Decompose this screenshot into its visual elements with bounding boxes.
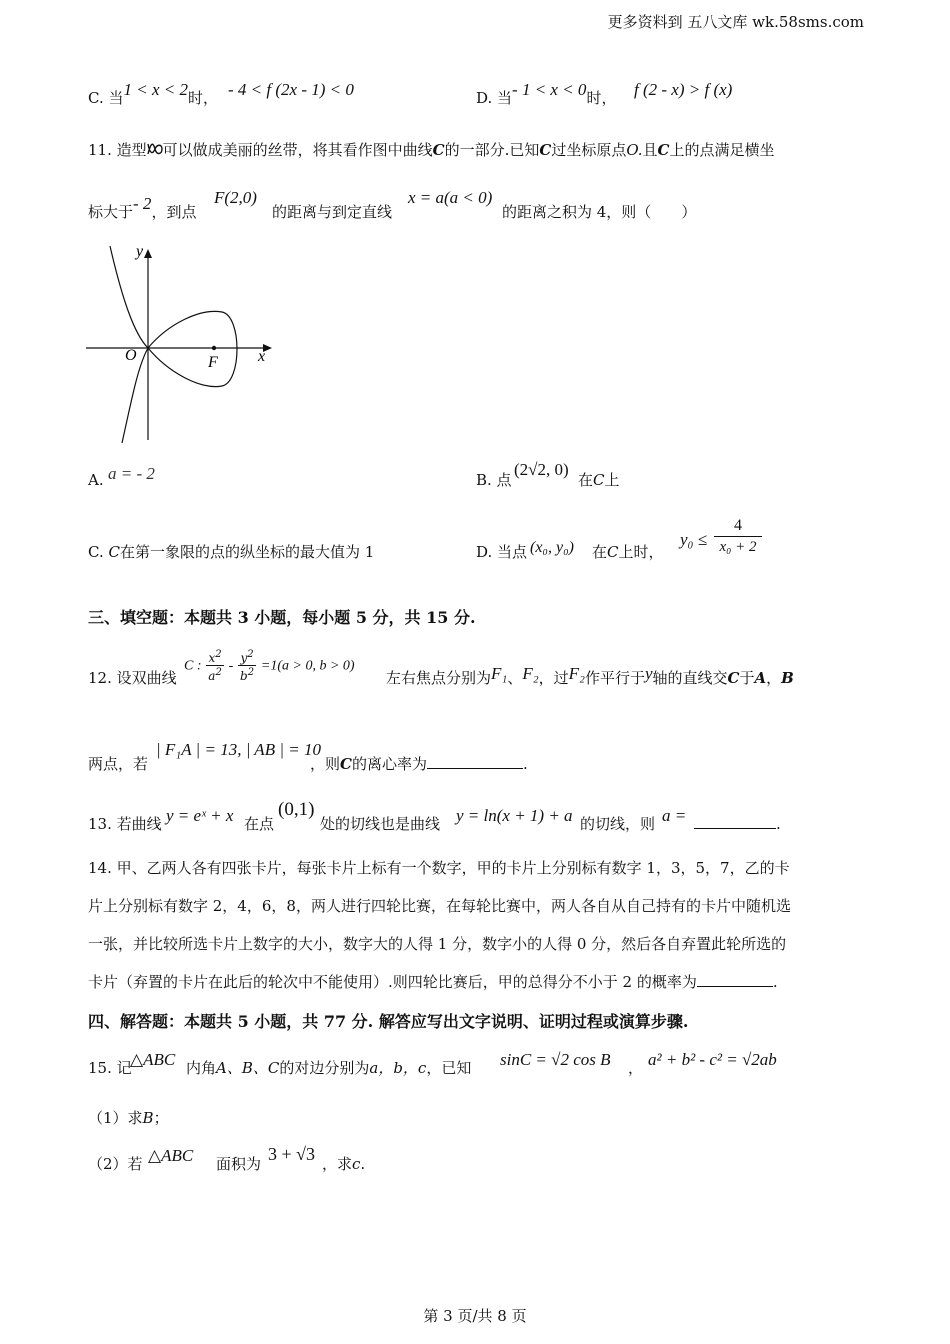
q15-part2-end xyxy=(322,1154,365,1174)
q10-option-c xyxy=(88,80,218,108)
q15-sep: ， xyxy=(628,1059,644,1077)
q13-text-b: 在点 xyxy=(244,815,275,833)
q11-text: ，到点 xyxy=(151,203,197,221)
q12-text: 作平行于 xyxy=(584,669,645,687)
q15-text: ，已知 xyxy=(426,1059,472,1077)
q12-text: 、 xyxy=(507,669,523,687)
q11-text: 可以做成美丽的丝带，将其看作图中曲线 xyxy=(162,141,433,159)
curve-c: C xyxy=(607,543,619,561)
q14-line2: 片上分别标有数字 2，4，6，8，两人进行四轮比赛，在每轮比赛中，两人各自从自己持有的卡片中随机选 xyxy=(88,897,791,915)
q13-curve2: y = ln(x + 1) + a xyxy=(456,806,573,825)
q12-text: ， xyxy=(766,669,782,687)
label-x: x xyxy=(258,348,266,365)
q11-minus2: - 2 xyxy=(133,194,152,213)
q13-start: 13. 若曲线 xyxy=(88,815,162,833)
fraction-denominator: x₀ + 2 xyxy=(719,539,757,555)
q10-d-shi: 时， xyxy=(586,89,617,107)
q10-d-cond: - 1 < x < 0 xyxy=(512,80,587,99)
ribbon-icon xyxy=(147,141,163,161)
q11-line2-b xyxy=(272,202,392,222)
q12-text: ，过 xyxy=(538,669,569,687)
q11-option-d xyxy=(476,542,527,562)
q11-text: 在第一象限的点的纵坐标的最大值为 1 xyxy=(119,543,375,561)
frac-y-b: $\frac{y^2}{b^2}$ xyxy=(240,649,255,683)
curve-c: C xyxy=(432,141,445,159)
q13-blank-wrap xyxy=(694,814,781,834)
q15-part2-start: （2）若 xyxy=(88,1155,143,1173)
origin-o: O. xyxy=(626,141,643,159)
q15-text: . xyxy=(360,1155,366,1173)
focus-point xyxy=(212,346,216,350)
q10-c-inequality: - 4 < f (2x - 1) < 0 xyxy=(228,80,354,99)
q14-line4 xyxy=(88,972,778,992)
q11-option-a-math: a = - 2 xyxy=(108,464,155,483)
q15-part2-triangle: △ABC xyxy=(148,1146,194,1165)
q15-area: 3 + √3 xyxy=(268,1144,316,1164)
answer-blank[interactable] xyxy=(427,754,523,769)
curve-c: C xyxy=(108,543,120,561)
q11-text: 上 xyxy=(604,471,620,489)
q15-text: ，求 xyxy=(322,1155,353,1173)
q11-option-c xyxy=(88,542,374,562)
q13-text-c: 处的切线也是曲线 xyxy=(320,815,441,833)
q11-line2 xyxy=(88,194,197,222)
q12-line2-end xyxy=(310,754,528,774)
q12-hyperbola: C : $\frac{x^2}{a^2}$ - $\frac{y^2}{b^2}$ =1(a > 0, b > 0) xyxy=(184,649,355,683)
q15-eq1: sinC = √2 cos B xyxy=(500,1050,611,1069)
q11-text: 11. 造型 xyxy=(88,141,147,159)
q10-d-inequality: f (2 - x) > f (x) xyxy=(634,80,733,99)
q13-text-d xyxy=(580,814,655,834)
q13-text: 的切线，则 xyxy=(580,815,656,833)
fraction-numerator: 4 xyxy=(714,516,762,537)
q10-c-shi: 时， xyxy=(187,89,218,107)
sides: a，b，c xyxy=(369,1059,427,1077)
page-header: 更多资料到 五八文库 wk.58sms.com xyxy=(607,13,864,31)
q12-text: . xyxy=(522,755,528,773)
q15-part1 xyxy=(88,1108,169,1128)
q14-text: . xyxy=(772,973,778,991)
q15-text: ； xyxy=(153,1109,169,1127)
curve-branches xyxy=(110,246,148,443)
q12-text: ，则 xyxy=(310,755,341,773)
option-label: C. xyxy=(88,543,104,561)
curve-c: C xyxy=(727,669,740,687)
focus-f2: F₂ xyxy=(568,664,585,683)
q15-text: （1）求 xyxy=(88,1109,143,1127)
y-axis-arrow xyxy=(144,249,152,258)
q15-text: 的对边分别为 xyxy=(279,1059,370,1077)
q14-text: 卡片（弃置的卡片在此后的轮次中不能使用）.则四轮比赛后，甲的总得分不小于 2 的概率为 xyxy=(88,973,697,991)
option-label: A. xyxy=(88,471,104,489)
q12-text: 左右焦点分别为 xyxy=(386,669,492,687)
q11-line2-c: 的距离之积为 4，则（ ） xyxy=(502,203,697,221)
q11-text: 标大于 xyxy=(88,203,134,221)
q12-text: 于 xyxy=(739,669,755,687)
point-a: A xyxy=(754,669,767,687)
answer-blank[interactable] xyxy=(697,972,773,987)
q11-text: 在 xyxy=(592,543,608,561)
section-fill-in-title: 三、填空题：本题共 3 小题，每小题 5 分，共 15 分. xyxy=(88,608,476,627)
q11-option-d-mid xyxy=(592,542,664,562)
q11-text: 的一部分.已知 xyxy=(444,141,540,159)
q11-option-d-fraction xyxy=(714,516,762,557)
q14-line3: 一张，并比较所选卡片上数字的大小，数字大的人得 1 分，数字小的人得 0 分，然后各自弃置此轮所选的 xyxy=(88,935,787,953)
angles: A、B、C xyxy=(216,1059,280,1077)
label-y: y xyxy=(136,243,144,260)
label-o: O xyxy=(125,347,137,364)
q13-curve1: y = eˣ + x xyxy=(166,806,234,825)
angle-b: B xyxy=(142,1109,154,1127)
q12-line1-start: 12. 设双曲线 xyxy=(88,669,177,687)
q13-text: . xyxy=(776,815,781,833)
q11-option-b xyxy=(476,470,512,490)
y-var: y xyxy=(644,664,653,683)
q10-c-label: C. 当 xyxy=(88,89,124,107)
point-b: B xyxy=(781,669,794,687)
focus-f1: F₁ xyxy=(491,664,508,683)
q13-a-var: a = xyxy=(662,806,687,825)
q10-d-label: D. 当 xyxy=(476,89,513,107)
q11-option-d-lhs: y₀ ≤ xyxy=(680,530,708,549)
q11-option-d-point: (x₀, y₀) xyxy=(530,539,574,556)
q10-option-d xyxy=(476,80,617,108)
q15-start: 15. 记 xyxy=(88,1059,132,1077)
option-label: D. 当点 xyxy=(476,543,528,561)
q12-text: 轴的直线交 xyxy=(652,669,728,687)
q11-text: 过坐标原点 xyxy=(551,141,627,159)
q15-part2-mid: 面积为 xyxy=(216,1155,262,1173)
q14-line1: 14. 甲、乙两人各有四张卡片，每张卡片上标有一个数字，甲的卡片上分别标有数字 1，3，5，7，乙的卡 xyxy=(88,859,790,877)
q11-option-a xyxy=(88,470,104,490)
q11-option-b-point: (2√2, 0) xyxy=(514,460,569,479)
q15-line1 xyxy=(186,1058,471,1078)
q15-text: 内角 xyxy=(186,1059,217,1077)
q12-text: 的离心率为 xyxy=(351,755,427,773)
answer-blank[interactable] xyxy=(694,814,776,829)
q11-text: 在 xyxy=(578,471,594,489)
q11-point-f: F(2,0) xyxy=(214,188,257,207)
q11-option-b-tail xyxy=(578,470,620,490)
side-c: c xyxy=(352,1155,361,1173)
curve-c: C xyxy=(593,471,605,489)
focus-f2: F₂ xyxy=(522,664,539,683)
q10-c-cond: 1 < x < 2 xyxy=(123,80,188,99)
curve-c: C xyxy=(657,141,670,159)
q15-triangle: △ABC xyxy=(130,1050,176,1069)
q11-text: 上时， xyxy=(618,543,664,561)
q11-fixed-line: x = a(a < 0) xyxy=(408,188,493,207)
curve-c: C xyxy=(340,755,352,773)
section-answer-title: 四、解答题：本题共 5 小题，共 77 分. 解答应写出文字说明、证明过程或演算步骤. xyxy=(88,1012,689,1031)
label-f: F xyxy=(208,354,218,371)
curve-c: C xyxy=(539,141,552,159)
q11-text: 的距离与到定直线 xyxy=(272,203,393,221)
q12-condition: | F₁A | = 13, | AB | = 10 xyxy=(156,740,321,759)
q11-line1 xyxy=(88,140,775,161)
q12-line1-mid xyxy=(386,664,794,688)
q11-text: 且 xyxy=(642,141,658,159)
frac-x-a: $\frac{x^2}{a^2}$ xyxy=(208,649,222,683)
q11-graph xyxy=(80,238,280,448)
page-footer: 第 3 页/共 8 页 xyxy=(423,1307,527,1325)
q12-line2: 两点，若 xyxy=(88,755,149,773)
option-label: B. 点 xyxy=(476,471,512,489)
q13-point: (0,1) xyxy=(278,799,315,820)
q15-eq2: a² + b² - c² = √2ab xyxy=(648,1050,777,1069)
curve-loop xyxy=(148,311,237,386)
q11-text: 上的点满足横坐 xyxy=(669,141,775,159)
